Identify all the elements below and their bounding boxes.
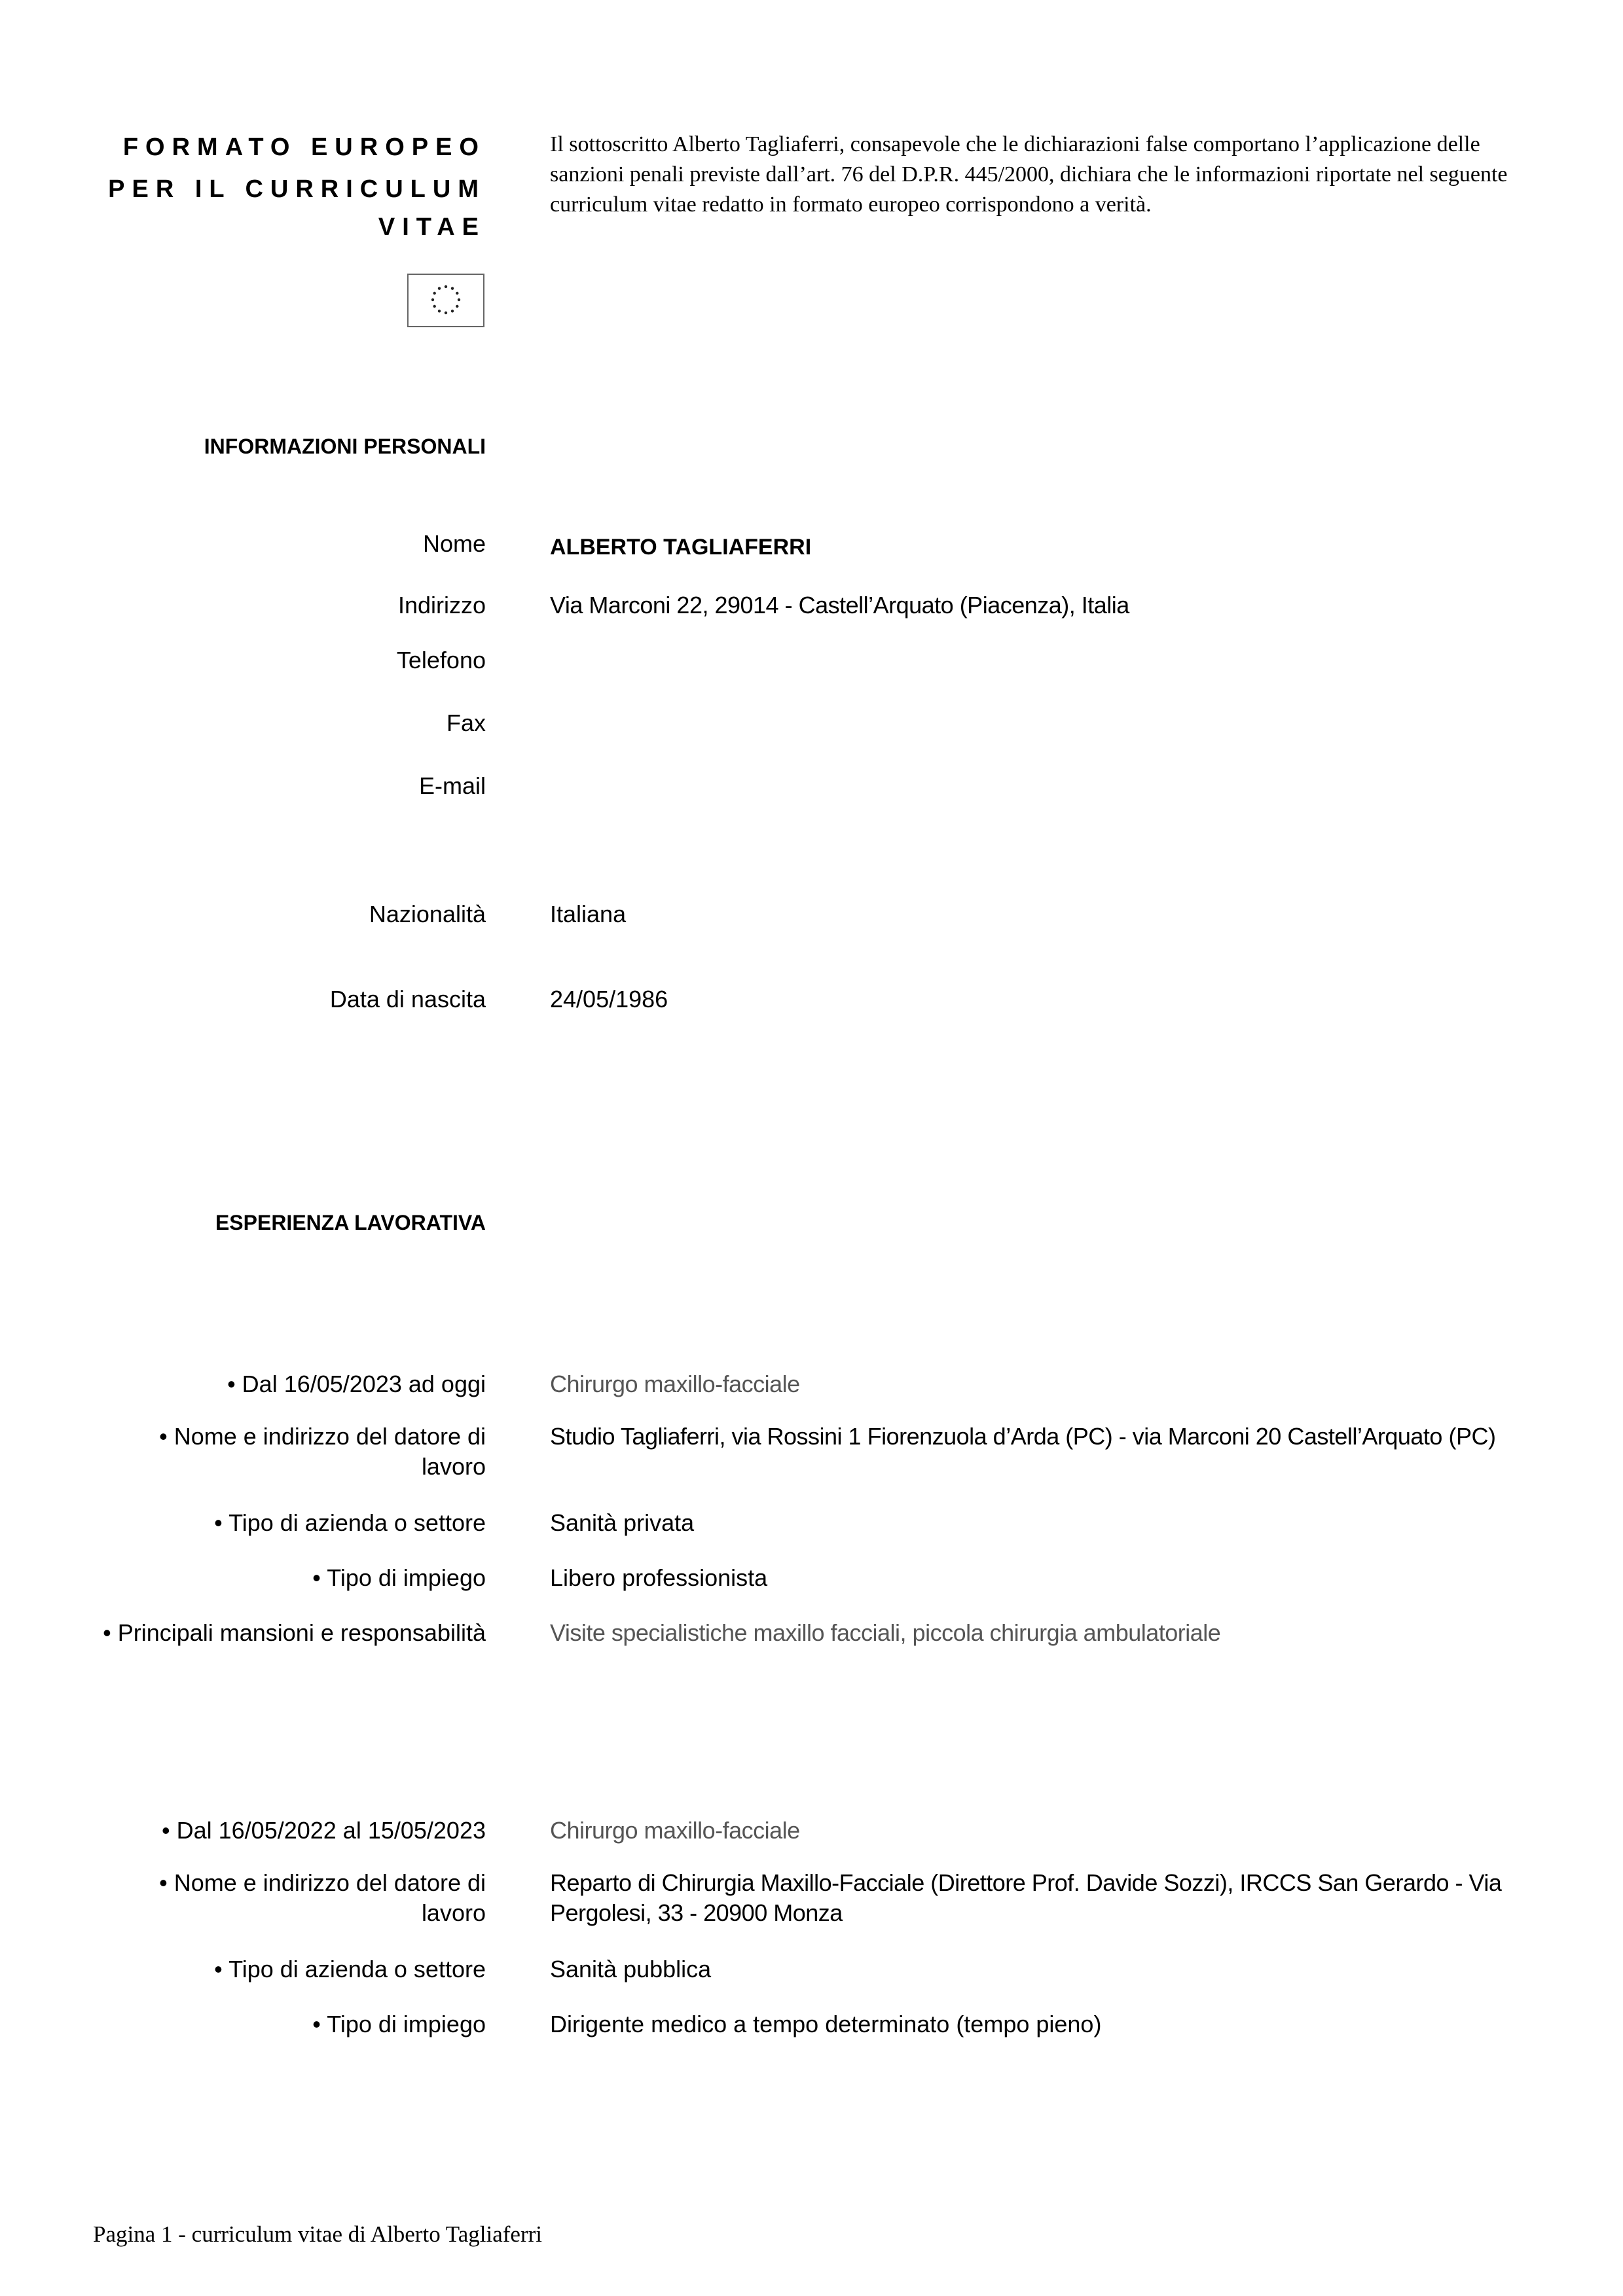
entry-1-job-type-label: • Tipo di impiego [312,1564,486,1591]
entry-2-job-type-label: • Tipo di impiego [312,2011,486,2037]
entry-1-employer-label: • Nome e indirizzo del datore di lavoro [159,1423,486,1480]
nationality-value: Italiana [550,901,627,927]
cv-title-line-2: PER IL CURRICULUM [108,175,486,203]
entry-2-period: • Dal 16/05/2022 al 15/05/2023 [162,1817,486,1844]
entry-1-job-type: Libero professionista [550,1564,768,1591]
label-name: Nome [422,530,486,557]
entry-2-employer: Reparto di Chirurgia Maxillo-Facciale (Direttore Prof. Davide Sozzi), IRCCS San Gerardo - Via Pergolesi, 33 - 20900 Monza [550,1869,1502,1926]
cv-title-line-1: FORMATO EUROPEO [122,134,486,161]
entry-1-employer: Studio Tagliaferri, via Rossini 1 Fiorenzuola d’Arda (PC) - via Marconi 20 Castell’Arquato (PC) [550,1423,1496,1450]
entry-1-period: • Dal 16/05/2023 ad oggi [227,1371,486,1397]
entry-2-job-type: Dirigente medico a tempo determinato (tempo pieno) [550,2011,1102,2037]
entry-1-sector: Sanità privata [550,1509,695,1536]
eu-flag-icon [407,274,484,327]
entry-2-role: Chirurgo maxillo-facciale [550,1817,800,1844]
cv-title-line-3: VITAE [378,213,486,241]
eu-flag-stars [409,275,483,326]
birthdate-value: 24/05/1986 [550,986,668,1013]
declaration-text: Il sottoscritto Alberto Tagliaferri, consapevole che le dichiarazioni false comportano l’applicazione delle sanzioni penali previste dall’art. 76 del D.P.R. 445/2000, dichiara che le informazioni riportate nel seguente curriculum vitae redatto in formato europeo corrispondono a verità. [550,132,1508,217]
entry-2-sector-label: • Tipo di azienda o settore [214,1956,486,1982]
page-footer: Pagina 1 - curriculum vitae di Alberto Tagliaferri [93,2221,542,2247]
label-nationality: Nazionalità [369,901,486,927]
entry-1-role: Chirurgo maxillo-facciale [550,1371,800,1397]
entry-1-duties-label: • Principali mansioni e responsabilità [103,1619,486,1646]
label-email: E-mail [418,772,486,799]
entry-1-duties: Visite specialistiche maxillo facciali, piccola chirurgia ambulatoriale [550,1619,1221,1646]
entry-2-employer-label: • Nome e indirizzo del datore di lavoro [159,1869,486,1926]
address-value: Via Marconi 22, 29014 - Castell’Arquato (Piacenza), Italia [550,592,1129,619]
label-address: Indirizzo [397,592,486,619]
label-birthdate: Data di nascita [329,986,486,1013]
label-phone: Telefono [396,647,486,673]
entry-1-sector-label: • Tipo di azienda o settore [214,1509,486,1536]
work-experience-heading: ESPERIENZA LAVORATIVA [215,1211,486,1234]
person-name: ALBERTO TAGLIAFERRI [550,535,812,560]
entry-2-sector: Sanità pubblica [550,1956,712,1982]
label-fax: Fax [446,709,486,736]
personal-info-heading: INFORMAZIONI PERSONALI [204,435,486,458]
